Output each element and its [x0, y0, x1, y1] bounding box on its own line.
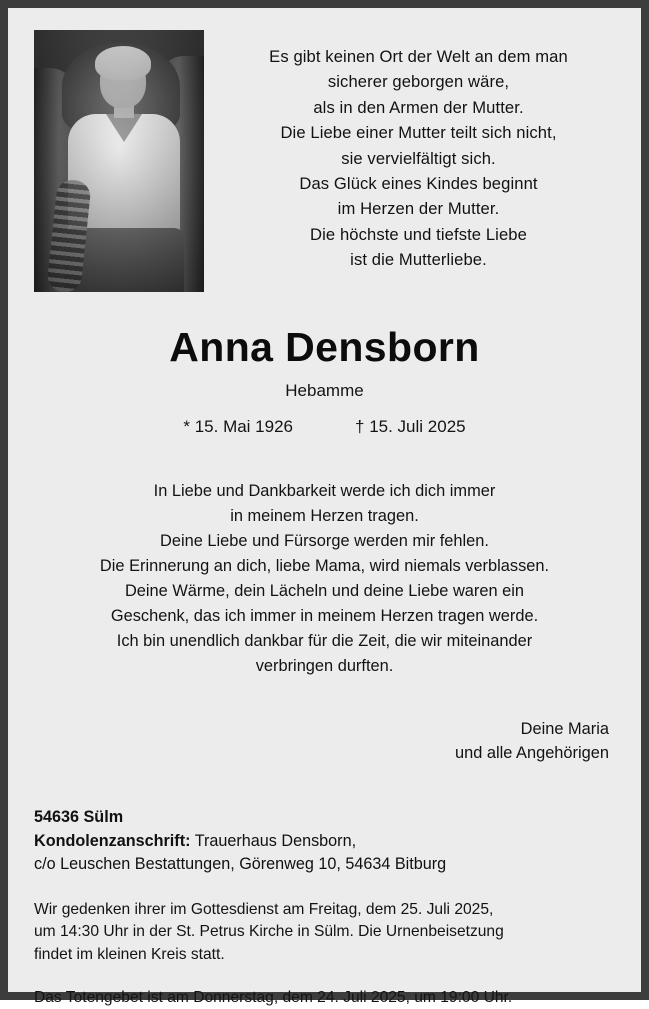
- condolence-value: Trauerhaus Densborn,: [194, 831, 357, 850]
- notice-inner: [8, 8, 641, 1006]
- verse-line: im Herzen der Mutter.: [337, 199, 500, 219]
- service-line: um 14:30 Uhr in der St. Petrus Kirche in Sülm. Die Urnenbeisetzung: [34, 923, 504, 941]
- memorial-verse: [222, 30, 615, 272]
- tribute-line: Deine Liebe und Fürsorge werden mir fehlen.: [160, 531, 489, 550]
- birth-date: * 15. Mai 1926: [183, 417, 294, 436]
- service-line: Wir gedenken ihrer im Gottesdienst am Freitag, dem 25. Juli 2025,: [34, 900, 494, 918]
- verse-line: Die höchste und tiefste Liebe: [310, 224, 527, 244]
- tribute-text: [34, 479, 615, 679]
- prayer-line: Das Totengebet ist am Donnerstag, dem 24. Juli 2025, um 19:00 Uhr.: [34, 988, 513, 1006]
- verse-line: Das Glück eines Kindes beginnt: [299, 173, 538, 193]
- tribute-line: in meinem Herzen tragen.: [230, 506, 419, 525]
- signature-block: [34, 717, 615, 767]
- header-row: [34, 30, 615, 292]
- verse-line: Die Liebe einer Mutter teilt sich nicht,: [280, 123, 557, 143]
- signature-line: Deine Maria: [520, 719, 609, 738]
- death-date: † 15. Juli 2025: [355, 417, 466, 436]
- tribute-line: Geschenk, das ich immer in meinem Herzen tragen werde.: [110, 606, 539, 625]
- signature-line: und alle Angehörigen: [454, 744, 609, 763]
- verse-line: sie vervielfältigt sich.: [341, 148, 496, 168]
- prayer-details: [34, 987, 615, 1009]
- condolence-line: [34, 830, 615, 853]
- tribute-line: In Liebe und Dankbarkeit werde ich dich immer: [153, 482, 496, 500]
- life-dates: [34, 417, 615, 437]
- tribute-line: Deine Wärme, dein Lächeln und deine Liebe waren ein: [124, 581, 525, 600]
- service-details: [34, 899, 615, 967]
- condolence-address-line: c/o Leuschen Bestattungen, Görenweg 10, 54634 Bitburg: [34, 855, 447, 874]
- deceased-profession: Hebamme: [285, 381, 364, 400]
- service-line: findet im kleinen Kreis statt.: [34, 946, 225, 964]
- verse-line: sicherer geborgen wäre,: [327, 72, 510, 92]
- condolence-label: Kondolenzanschrift:: [34, 831, 191, 850]
- city-line: 54636 Sülm: [34, 808, 124, 827]
- address-block: [34, 806, 615, 876]
- verse-line: Es gibt keinen Ort der Welt an dem man: [269, 47, 568, 66]
- verse-line: ist die Mutterliebe.: [350, 250, 487, 269]
- tribute-line: Die Erinnerung an dich, liebe Mama, wird niemals verblassen.: [99, 556, 550, 575]
- tribute-line: Ich bin unendlich dankbar für die Zeit, die wir miteinander: [116, 631, 533, 650]
- deceased-name: Anna Densborn: [169, 324, 480, 370]
- tribute-line: verbringen durften.: [255, 656, 394, 675]
- portrait-photo: [34, 30, 204, 292]
- photo-vignette: [34, 30, 204, 292]
- verse-line: als in den Armen der Mutter.: [313, 97, 524, 117]
